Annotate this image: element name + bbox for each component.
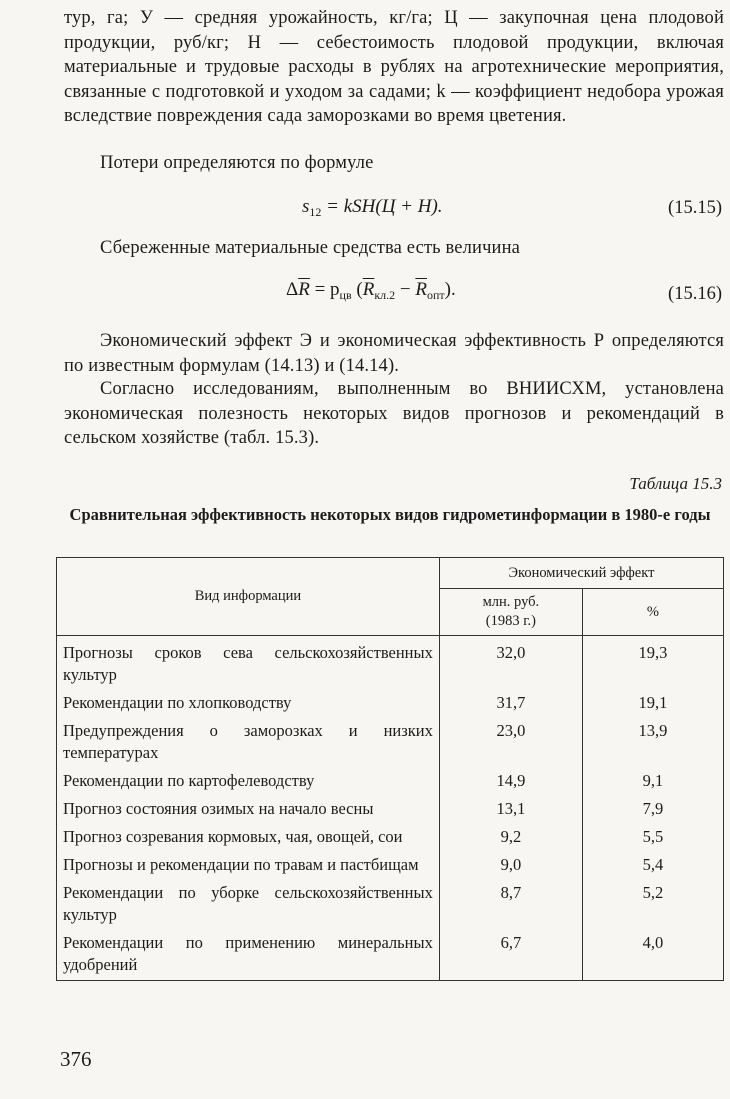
paragraph-effect: Экономический эффект Э и экономическая эффективность Р определяются по известным формулам (14.13) и (14.14).	[64, 331, 724, 376]
row-percent: 5,4	[582, 848, 723, 876]
row-percent: 13,9	[582, 714, 723, 764]
formula-lhs: s	[302, 196, 310, 217]
row-name: Рекомендации по уборке сельскохозяйственных культур	[57, 876, 440, 926]
row-mln-rub: 8,7	[439, 876, 582, 926]
row-mln-rub: 14,9	[439, 764, 582, 792]
row-mln-rub: 23,0	[439, 714, 582, 764]
efficiency-table	[56, 557, 724, 981]
row-name: Прогнозы и рекомендации по травам и пастбищам	[57, 848, 440, 876]
row-percent: 19,3	[582, 636, 723, 687]
row-name: Рекомендации по хлопководству	[57, 686, 440, 714]
formula-lhs-sub: 12	[309, 205, 322, 219]
table-row	[57, 792, 724, 820]
paragraph-variables: тур, га; У — средняя урожайность, кг/га; Ц — закупочная цена плодовой продукции, руб/кг; Н — себестоимость плодовой продукции, включая материальные и трудовые расходы в рублях на агротехнические мероприятия, связанные с подготовкой и уходом за садами; k — коэффициент недобора урожая вследствие повреждения сада заморозками во время цветения.	[64, 8, 724, 126]
table-title: Сравнительная эффективность некоторых видов гидрометинформации в 1980-е годы	[69, 505, 711, 524]
row-name: Предупреждения о заморозках и низких температурах	[57, 714, 440, 764]
header-info-type: Вид информации	[57, 558, 440, 636]
paragraph-savings: Сбереженные материальные средства есть величина	[100, 238, 521, 258]
row-mln-rub: 31,7	[439, 686, 582, 714]
formula-number-15-15: (15.15)	[668, 198, 722, 218]
row-name: Прогнозы сроков сева сельскохозяйственных культур	[57, 636, 440, 687]
table-row	[57, 636, 724, 687]
table-row	[57, 926, 724, 981]
page-number: 376	[60, 1047, 92, 1071]
table-caption: Таблица 15.3	[629, 474, 722, 493]
header-mln-rub: млн. руб. (1983 г.)	[439, 589, 582, 636]
header-economic-effect: Экономический эффект	[439, 558, 723, 589]
header-percent: %	[582, 589, 723, 636]
row-name: Рекомендации по картофелеводству	[57, 764, 440, 792]
paragraph-losses: Потери определяются по формуле	[100, 153, 374, 173]
table-row	[57, 764, 724, 792]
table-row	[57, 714, 724, 764]
row-mln-rub: 9,0	[439, 848, 582, 876]
row-mln-rub: 13,1	[439, 792, 582, 820]
row-percent: 9,1	[582, 764, 723, 792]
row-mln-rub: 9,2	[439, 820, 582, 848]
formula-15-16: $\Delta\overline{R} = p_{цв}$ $(\overline{R}_{кл.2} - \overline{R}_{опт})$.	[286, 279, 456, 302]
table-row	[57, 848, 724, 876]
formula-rhs: = kSH(Ц + Н).	[321, 196, 443, 217]
row-percent: 7,9	[582, 792, 723, 820]
table-row	[57, 876, 724, 926]
formula-15-15	[302, 196, 443, 220]
row-percent: 4,0	[582, 926, 723, 981]
row-name: Прогноз созревания кормовых, чая, овощей, сои	[57, 820, 440, 848]
row-percent: 5,2	[582, 876, 723, 926]
row-percent: 5,5	[582, 820, 723, 848]
table-row	[57, 686, 724, 714]
formula-number-15-16: (15.16)	[668, 284, 722, 304]
paragraph-research: Согласно исследованиям, выполненным во ВНИИСХМ, установлена экономическая полезность некоторых видов прогнозов и рекомендаций в сельском хозяйстве (табл. 15.3).	[64, 379, 724, 448]
row-name: Рекомендации по применению минеральных удобрений	[57, 926, 440, 981]
table-row	[57, 820, 724, 848]
row-name: Прогноз состояния озимых на начало весны	[57, 792, 440, 820]
row-percent: 19,1	[582, 686, 723, 714]
row-mln-rub: 32,0	[439, 636, 582, 687]
row-mln-rub: 6,7	[439, 926, 582, 981]
